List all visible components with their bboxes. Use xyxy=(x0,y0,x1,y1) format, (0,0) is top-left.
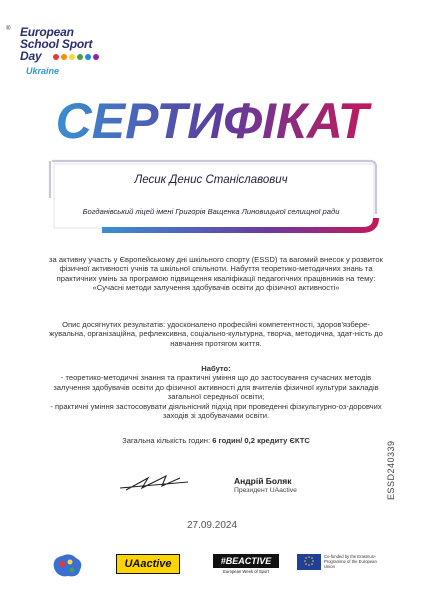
hours-label: Загальна кількість годин: xyxy=(122,436,211,445)
signer-role: Президент UAactive xyxy=(234,487,297,494)
hours-value: 6 годин/ 0,2 кредиту ЄКТС xyxy=(212,436,310,445)
essd-splash-logo-icon xyxy=(50,552,84,580)
recipient-frame xyxy=(42,158,380,236)
recipient-school: Богданівський ліцей імені Григорія Ващенка Линовицької селищної ради xyxy=(82,207,340,216)
registered-mark: ® xyxy=(6,26,11,32)
signer-name: Андрій Боляк xyxy=(234,476,292,486)
eu-cofunded-text: Co-funded by the Erasmus+ Programme of the European Union xyxy=(324,554,377,569)
certificate-title xyxy=(0,90,424,150)
body-paragraph-1: за активну участь у Європейському дні шкільного спорту (ESSD) та вагомий внесок у розвиток фізичної активності учнів та шкільної спільноти. Набуття теоретико-методичних знань та практичних умінь за програмою підвищення кваліфікації педагогічних працівників на тему: «Сучасні методи залучення здобувачів освіти до фізичної активності» xyxy=(49,255,383,293)
eu-flag-icon xyxy=(297,554,321,570)
footer-logos xyxy=(0,552,424,582)
beactive-logo: #BEACTIVE xyxy=(213,554,279,568)
essd-logo xyxy=(6,26,126,78)
title-graphic xyxy=(47,90,377,150)
logo-country: Ukraine xyxy=(26,66,60,76)
beactive-subtitle: European Week of Sport xyxy=(223,569,269,574)
acquired-heading: Набуто: xyxy=(201,364,231,373)
acquired-item-2: - практичні уміння застосовувати діяльнісний підхід при проведенні фізкультурно-оз-доровчих заходів зі здобувачами освіти. xyxy=(50,401,382,421)
acquired-section xyxy=(46,364,386,420)
logo-dots-icon xyxy=(50,51,120,63)
logo-line-2: School Sport xyxy=(20,37,93,51)
body-paragraph-2: Опис досягнутих результатів: удосконалено професійні компетентності, здоров'язбере-жувальна, організаційна, рефлексивна, соціально-культурна, творча, методична, здат-ність до навчання протягом життя. xyxy=(49,320,383,348)
logo-line-1: European xyxy=(20,25,74,39)
recipient-box xyxy=(42,158,380,236)
title-text: СЕРТИФІКАТ xyxy=(55,93,369,149)
uaactive-logo: UAactive xyxy=(116,554,180,574)
recipient-name: Лесик Денис Станіславович xyxy=(134,174,288,186)
logo-line-3: Day xyxy=(20,49,42,63)
issue-date: 27.09.2024 xyxy=(186,520,238,531)
certificate-id-text: ESSD240339 xyxy=(386,440,396,500)
hours-line xyxy=(46,436,386,445)
certificate-id xyxy=(386,430,416,500)
acquired-item-1: - теоретико-методичні знання та практичні уміння що до застосування сучасних методів залучення здобувачів освіти до фізичної активності для вчителів фізичної культури закладів загальної середньої освіти; xyxy=(53,373,379,402)
signature-scribble xyxy=(118,470,198,494)
